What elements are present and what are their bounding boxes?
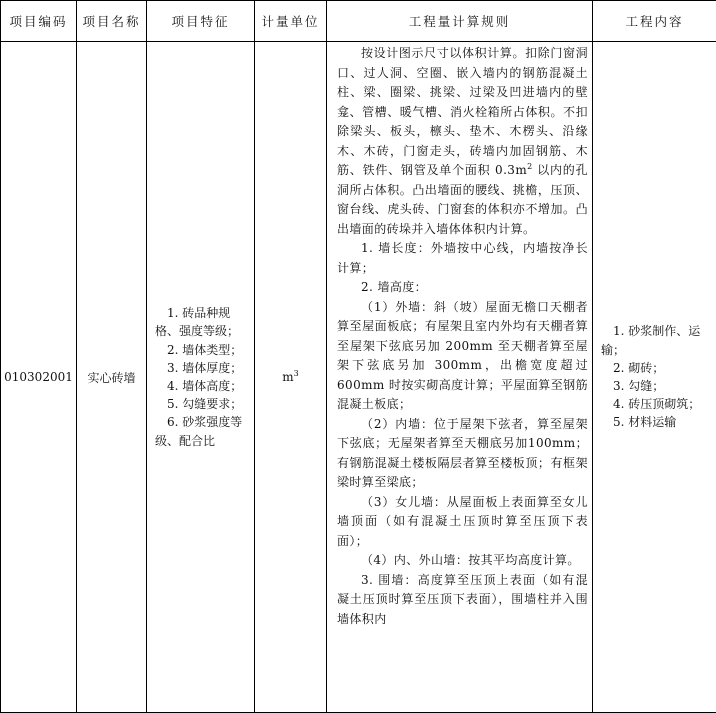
content-line: 1. 砂浆制作、运输； [601,324,701,357]
rules-paragraph: 按设计图示尺寸以体积计算。扣除门窗洞口、过人洞、空圈、嵌入墙内的钢筋混凝土柱、梁、圈梁、挑梁、过梁及凹进墙内的壁龛、管槽、暖气槽、消火栓箱所占体积。不扣除梁头、板头，檩头、垫木、木楞头、沿缘木、木砖，门窗走头，砖墙内加固钢筋、木筋、铁件、钢管及单个面积 $0.3m^2$ 以内的孔洞所占体积。凸出墙面的腰线、挑檐，压顶、窗台线、虎头砖、门窗套的体积亦不增加。凸出墙面的砖垛并入墙体体积内计算。 [337,46,588,236]
feature-line: 5. 勾缝要求； [167,397,243,412]
item-features [147,42,255,713]
rules-paragraph: （4）内、外山墙：按其平均高度计算。 [361,553,580,567]
header-unit: 计量单位 [255,1,327,42]
content-line: 5. 材料运输 [613,415,677,430]
content-line: 4. 砖压顶砌筑； [613,397,701,412]
header-code: 项目编码 [1,1,77,42]
feature-line: 4. 墙体高度； [167,379,243,393]
item-code: 010302001 [1,42,77,713]
header-row [1,1,716,42]
unit-base: m [282,370,294,384]
content-line: 3. 勾缝； [613,379,665,393]
feature-line: 6. 砂浆强度等级、配合比 [155,415,243,448]
item-unit [255,42,327,713]
feature-line: 1. 砖品种规格、强度等级； [155,306,240,339]
calculation-rules [327,42,593,713]
rules-paragraph: （1）外墙：斜（坡）屋面无檐口天棚者算至屋面板底；有屋架且室内外均有天棚者算至屋架下弦底另加 200mm 至天棚者算至屋架下弦底另加 300mm，出檐宽度超过 600mm 时按实砌高度计算；平屋面算至钢筋混凝土板底； [337,299,588,411]
unit-superscript: 3 [293,369,299,378]
feature-line: 3. 墙体厚度； [167,360,243,375]
header-features: 项目特征 [147,1,255,42]
item-name: 实心砖墙 [77,42,147,713]
header-rules: 工程量计算规则 [327,1,593,42]
rules-paragraph: 1. 墙长度：外墙按中心线，内墙按净长计算； [337,241,588,275]
rules-paragraph: （3）女儿墙：从屋面板上表面算至女儿墙顶面（如有混凝土压顶时算至压顶下表面）； [337,494,588,548]
work-content [593,42,716,713]
table-row [1,42,716,713]
content-line: 2. 砌砖； [613,360,665,375]
header-name: 项目名称 [77,1,147,42]
feature-line: 2. 墙体类型； [167,342,243,357]
rules-paragraph: 2. 墙高度： [361,280,428,294]
rules-paragraph: 3. 围墙：高度算至压顶上表面（如有混凝土压顶时算至压顶下表面），围墙柱并入围墙体积内 [337,572,588,626]
header-content: 工程内容 [593,1,716,42]
rules-paragraph: （2）内墙：位于屋架下弦者，算至屋架下弦底；无屋架者算至天棚底另加100mm；有钢筋混凝土楼板隔层者算至楼板顶；有框架梁时算至梁底； [337,416,588,489]
